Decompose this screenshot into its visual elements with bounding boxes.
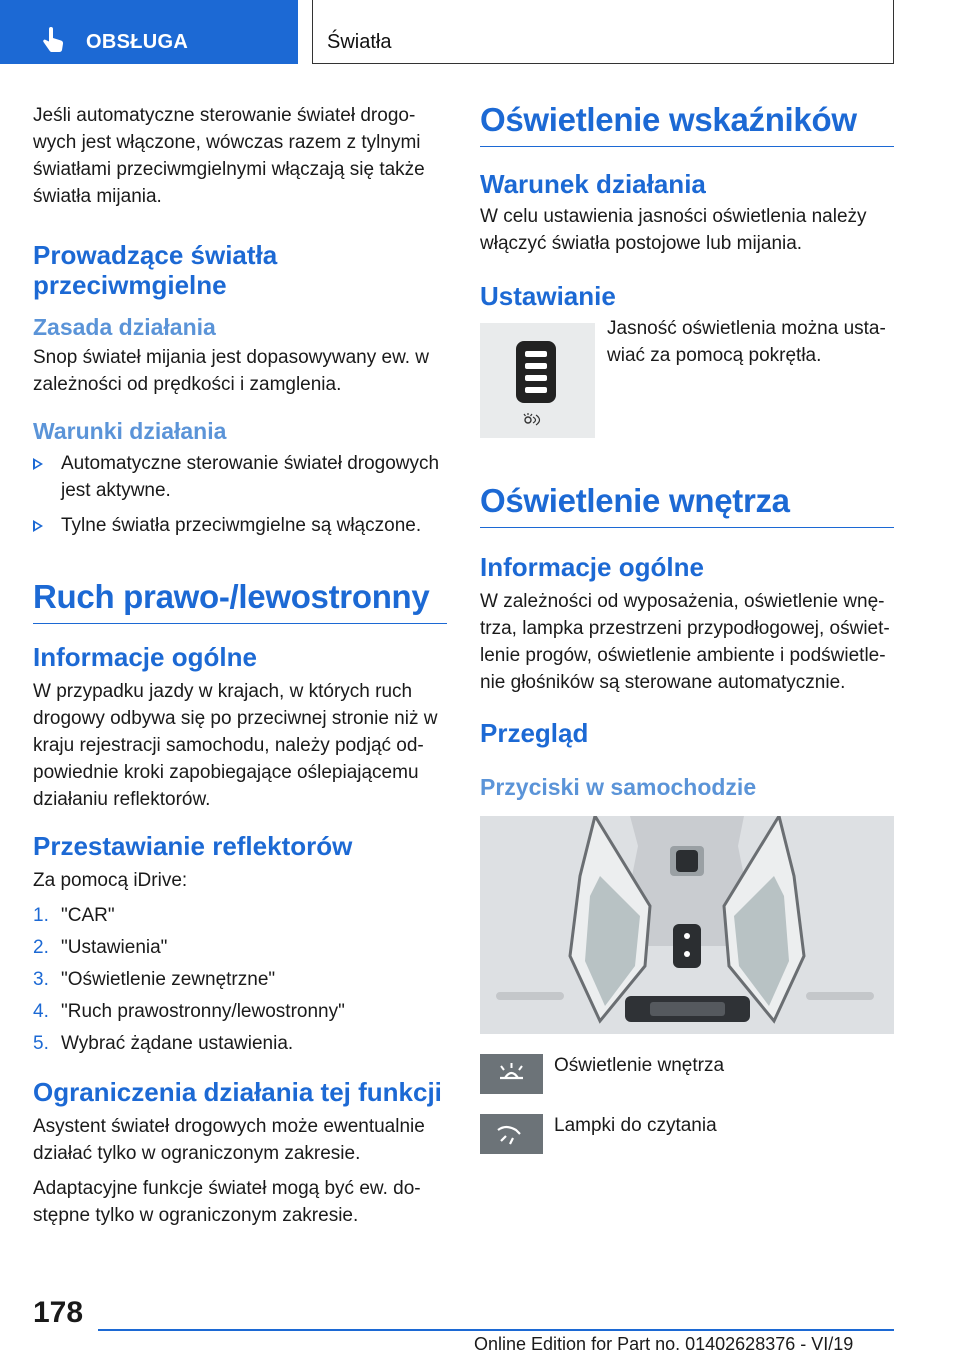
chapter-title-box [312,0,894,64]
overview-heading: Przegląd [480,718,589,748]
footer-rule [98,1329,894,1331]
triangle-bullet-icon [33,458,43,470]
interior-lighting-heading: Oświetlenie wnętrza [480,481,894,528]
list-item: 4. "Ruch prawostronny/lewostronny" [33,1001,345,1022]
section-tab [0,0,298,64]
page-number: 178 [33,1296,84,1329]
page-header [0,0,960,66]
list-item: Tylne światła przeciwmgielne są włączone. [33,512,447,539]
setting-block [480,319,894,441]
condition-heading: Warunek działania [480,169,706,199]
adjust-text: Za pomocą iDrive: [33,870,188,891]
legend-interior-light: Oświetlenie wnętrza [554,1055,725,1076]
right-column [480,96,894,1166]
dimmer-knob [516,341,556,403]
reading-lamp-icon [480,1114,543,1154]
adjust-heading: Przestawianie reflektorów [33,831,353,861]
general-info-text: W zależności od wyposażenia, oświetlenie wnę-trza, lampka przestrzeni przypodłogowej, oświet-lenie progów, oświetlenie ambiente i podświetle-nie głośników są sterowane automatycznie. [480,591,890,693]
chapter-title: Światła [327,31,392,53]
info-heading: Informacje ogólne [33,642,257,672]
edition-note: Online Edition for Part no. 01402628376 - VI/19 [474,1334,854,1354]
buttons-heading: Przyciski w samochodzie [480,774,757,800]
section-tab-label: OBSŁUGA [86,31,189,53]
interior-light-icon [480,1054,543,1094]
overview-block [480,816,894,1166]
intro-paragraph: Jeśli automatyczne sterowanie świateł drogo-wych jest włączone, wówczas razem z tylnymi światłami przeciwmgielnymi włączają się także światła mijania. [33,105,425,207]
list-item: 2. "Ustawienia" [33,937,168,958]
hand-pointer-icon [40,27,66,53]
roof-console-image [480,816,894,1034]
condition-text: W celu ustawienia jasności oświetlenia należy włączyć światła postojowe lub mijania. [480,206,867,254]
info-text: W przypadku jazdy w krajach, w których ruch drogowy odbywa się po przeciwnej stronie niż w kraju rejestracji samochodu, należy podjąć od-powiednie kroki zapobiegające oślepiającemu działaniu reflektorów. [33,681,438,810]
conditions-heading: Warunki działania [33,418,227,444]
legend-reading-lamps: Lampki do czytania [554,1115,717,1136]
left-column [33,96,447,1229]
list-item: Automatyczne sterowanie świateł drogowych jest aktywne. [33,450,447,504]
limits-text-2: Adaptacyjne funkcje świateł mogą być ew. do-stępne tylko w ograniczonym zakresie. [33,1178,421,1226]
principle-text: Snop świateł mijania jest dopasowywany ew. w zależności od prędkości i zamglenia. [33,347,430,395]
instrument-lighting-heading: Oświetlenie wskaźników [480,100,894,147]
roof-console-illustration [480,816,894,1034]
traffic-heading: Ruch prawo-/lewostronny [33,577,447,624]
setting-heading: Ustawianie [480,281,616,311]
list-item: 3. "Oświetlenie zewnętrzne" [33,969,276,990]
general-info-heading: Informacje ogólne [480,552,704,582]
list-item: 5. Wybrać żądane ustawienia. [33,1033,294,1054]
triangle-bullet-icon [33,520,43,532]
principle-heading: Zasada działania [33,314,216,340]
instrument-light-icon [522,413,544,429]
limits-text-1: Asystent świateł drogowych może ewentualnie działać tylko w ograniczonym zakresie. [33,1116,425,1164]
limits-heading: Ograniczenia działania tej funkcji [33,1077,442,1107]
fog-lights-heading: Prowadzące światła przeciwmgielne [33,240,278,300]
dimmer-wheel-image [480,323,595,438]
setting-text: Jasność oświetlenia można usta-wiać za pomocą pokrętła. [607,318,886,366]
list-item: 1. "CAR" [33,905,115,926]
